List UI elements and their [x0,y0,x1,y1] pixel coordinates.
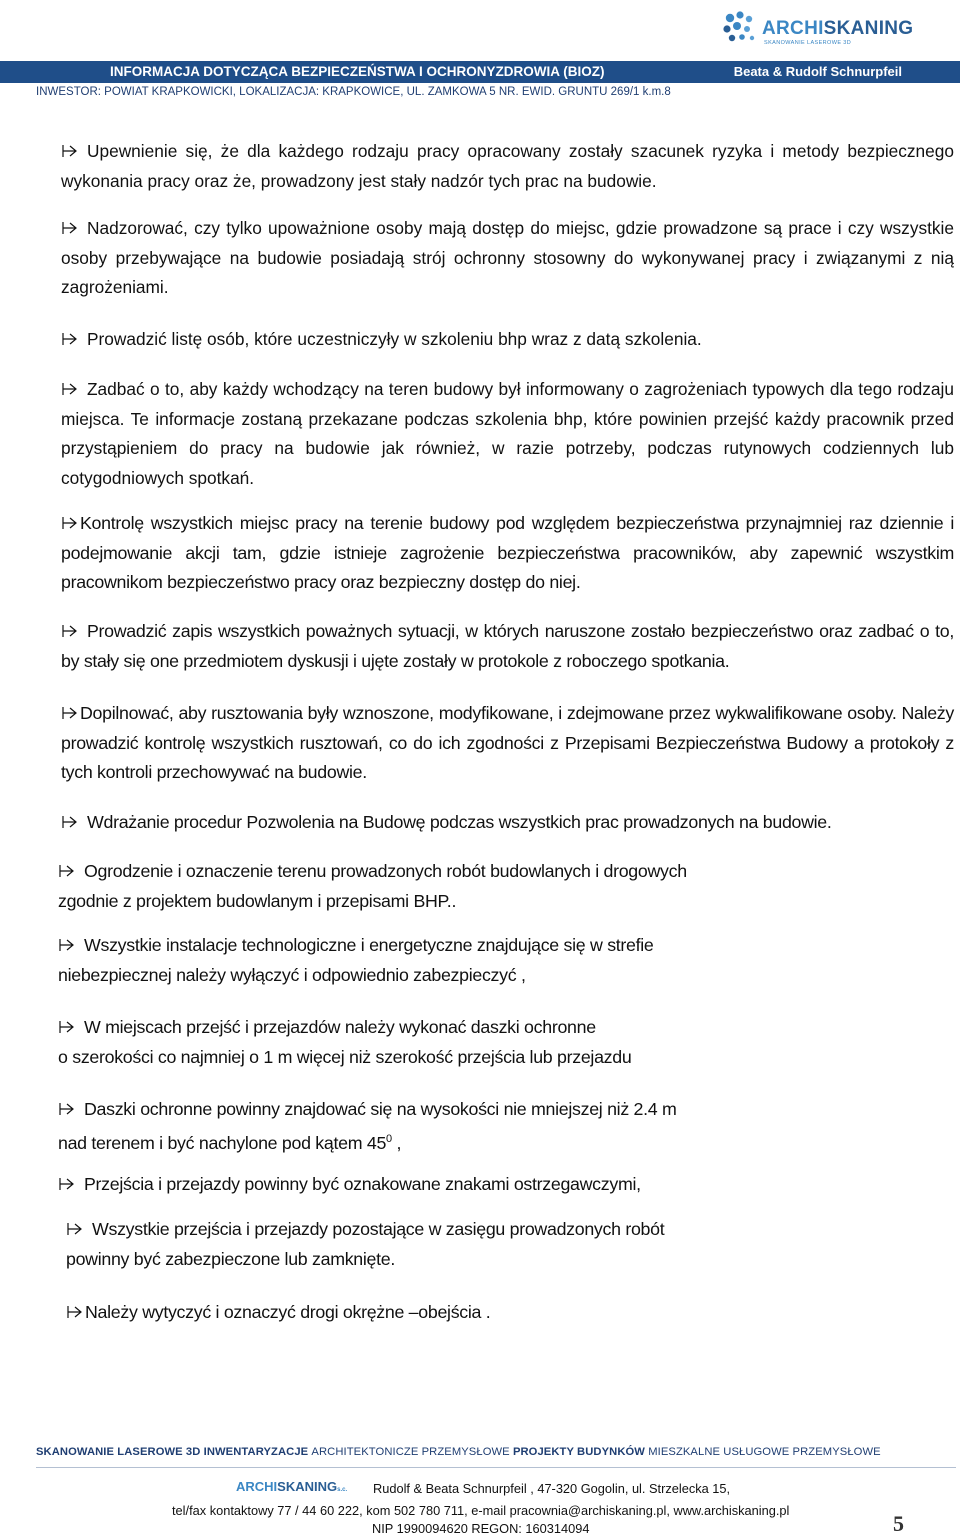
archiskaning-logo [722,8,912,56]
arrow-bullet-icon [58,1175,76,1193]
header-band [0,61,960,83]
paragraph-3: Prowadzić listę osób, które uczestniczyły w szkoleniu bhp wraz z datą szkolenia. [61,325,954,355]
paragraph-6: Prowadzić zapis wszystkich poważnych sytuacji, w których naruszone zostało bezpieczeństwo oraz zadbać o to, by stały się one przedmiotem dyskusji i ujęte zostały w protokole z roboczego spotkania. [61,621,954,671]
document-title: INFORMACJA DOTYCZĄCA BEZPIECZEŃSTWA I OCHRONYZDROWIA (BIOZ) [110,64,605,79]
list-item: Wszystkie instalacje technologiczne i energetyczne znajdujące się w strefie niebezpiecznej należy wyłączyć i odpowiednio zabezpieczyć , [58,935,654,985]
arrow-bullet-icon [61,330,79,348]
arrow-bullet-icon [61,142,79,160]
footer-divider [36,1467,956,1468]
author-names: Beata & Rudolf Schnurpfeil [733,64,902,79]
investor-line: INWESTOR: POWIAT KRAPKOWICKI, LOKALIZACJA: KRAPKOWICE, UL. ZAMKOWA 5 NR. EWID. GRUNTU 269/1 k.m.8 [36,86,671,98]
arrow-bullet-icon [61,514,79,532]
footer-logo: ARCHISKANINGs.c. [236,1479,348,1494]
logo-wordmark: ARCHISKANING [762,18,914,39]
paragraph-7: Dopilnować, aby rusztowania były wznoszone, modyfikowane, i zdejmowane przez wykwalifikowane osoby. Należy prowadzić kontrolę wszystkich rusztowań, co do ich zgodności z Przepisami Bezpieczeństwa Budowy a protokoły z tych kontroli przechowywać na budowie. [61,703,954,782]
paragraph-2: Nadzorować, czy tylko upoważnione osoby mają dostęp do miejsc, gdzie prowadzone są prace i czy wszystkie osoby przebywające na budowie posiadają strój ochronny stosowny do wykonywanej pracy i związanymi z nią zagrożeniami. [61,218,954,297]
page-number: 5 [893,1511,904,1536]
footer-services: SKANOWANIE LASEROWE 3D INWENTARYZACJE ARCHITEKTONICZE PRZEMYSŁOWE PROJEKTY BUDYNKÓW MIESZKALNE USŁUGOWE PRZEMYSŁOWE [36,1446,881,1458]
footer-address: Rudolf & Beata Schnurpfeil , 47-320 Gogolin, ul. Strzelecka 15, [373,1481,731,1496]
list-item: Należy wytyczyć i oznaczyć drogi okrężne –obejścia . [66,1298,959,1328]
arrow-bullet-icon [61,380,79,398]
paragraph-1: Upewnienie się, że dla każdego rodzaju pracy opracowany zostały szacunek ryzyka i metody bezpiecznego wykonania pracy oraz że, prowadzony jest stały nadzór tych prac na budowie. [61,141,954,191]
arrow-bullet-icon [61,622,79,640]
logo-dots-icon [722,10,758,46]
footer-contact: tel/fax kontaktowy 77 / 44 60 222, kom 502 780 711, e-mail pracownia@archiskaning.pl, www.archiskaning.pl [172,1503,790,1518]
arrow-bullet-icon [66,1303,84,1321]
paragraph-4: Zadbać o to, aby każdy wchodzący na teren budowy był informowany o zagrożeniach typowych dla tego rodzaju miejsca. Te informacje zostaną przekazane podczas szkolenia bhp, które powinien przejść każdy pracownik przed przystąpieniem do pracy na budowie jak również, w razie potrzeby, podczas rutynowych codziennych lub cotygodniowych spotkań. [61,379,954,488]
list-item: W miejscach przejść i przejazdów należy wykonać daszki ochronne o szerokości co najmniej o 1 m więcej niż szerokość przejścia lub przejazdu [58,1017,632,1067]
arrow-bullet-icon [61,813,79,831]
arrow-bullet-icon [58,936,76,954]
arrow-bullet-icon [66,1220,84,1238]
arrow-bullet-icon [58,1018,76,1036]
paragraph-8: Wdrażanie procedur Pozwolenia na Budowę podczas wszystkich prac prowadzonych na budowie. [61,808,954,838]
list-item: Wszystkie przejścia i przejazdy pozostające w zasięgu prowadzonych robót powinny być zabezpieczone lub zamknięte. [66,1219,665,1269]
arrow-bullet-icon [58,862,76,880]
list-item: Daszki ochronne powinny znajdować się na wysokości nie mniejszej niż 2.4 m nad terenem i być nachylone pod kątem $45^0$ , [58,1099,677,1153]
list-item: Przejścia i przejazdy powinny być oznakowane znakami ostrzegawczymi, [58,1170,951,1200]
arrow-bullet-icon [61,219,79,237]
arrow-bullet-icon [58,1100,76,1118]
arrow-bullet-icon [61,704,79,722]
list-item: Ogrodzenie i oznaczenie terenu prowadzonych robót budowlanych i drogowych zgodnie z projektem budowlanym i przepisami BHP.. [58,861,687,911]
logo-tagline: SKANOWANIE LASEROWE 3D [764,40,852,46]
footer-nip: NIP 1990094620 REGON: 160314094 [372,1521,590,1536]
paragraph-5: Kontrolę wszystkich miejsc pracy na terenie budowy pod względem bezpieczeństwa przynajmniej raz dziennie i podejmowanie akcji tam, gdzie istnieje zagrożenie bezpieczeństwa pracowników, aby zapewnić wszystkim pracownikom bezpieczeństwo pracy oraz bezpieczny dostęp do niej. [61,513,954,592]
